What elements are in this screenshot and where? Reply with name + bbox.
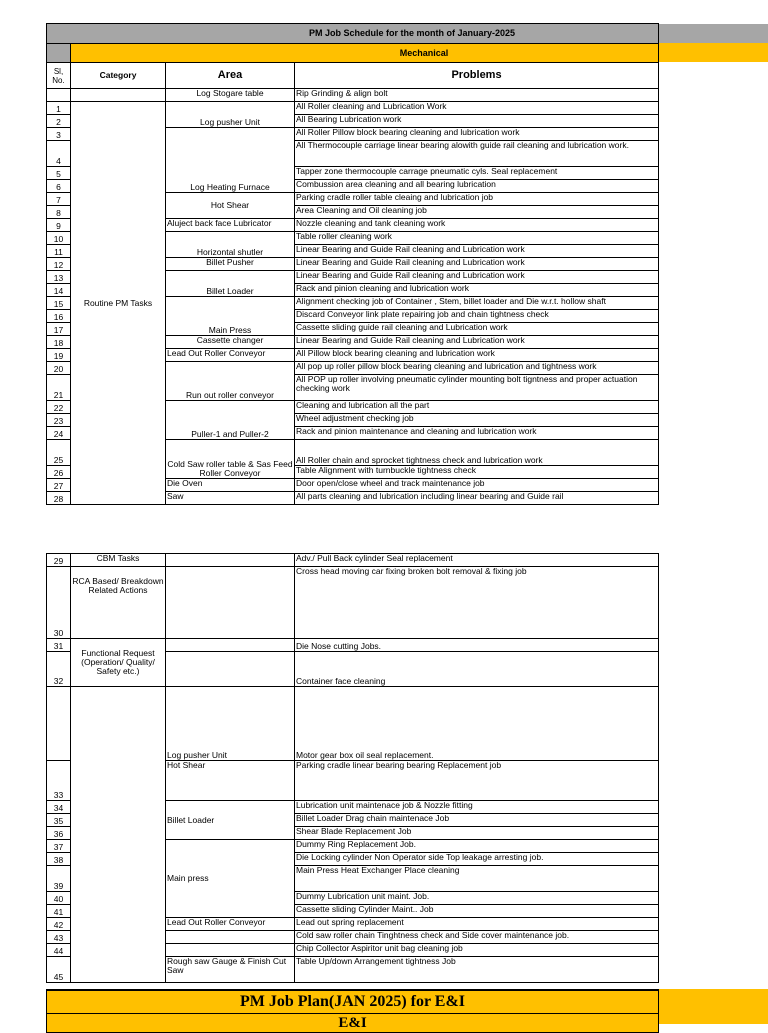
area-cell: Puller-1 and Puller-2 <box>166 401 295 440</box>
problem-cell: All Thermocouple carriage linear bearing alowith guide rail cleaning and lubrication work. <box>295 141 659 167</box>
sl-cell: 16 <box>47 310 71 323</box>
problem-cell: Dummy Ring Replacement Job. <box>295 840 659 853</box>
area-cell: Hot Shear <box>166 761 295 801</box>
problem-cell: Cold saw roller chain Tinghtness check and Side cover maintenance job. <box>295 931 659 944</box>
sl-cell: 26 <box>47 466 71 479</box>
ei-plan-title: PM Job Plan(JAN 2025) for E&I <box>47 990 659 1013</box>
sl-cell: 23 <box>47 414 71 427</box>
area-cell: Billet Pusher <box>166 258 295 271</box>
sl-cell: 9 <box>47 219 71 232</box>
ei-plan-subtitle: E&I <box>47 1013 659 1032</box>
area-cell: Horizontal shutler <box>166 232 295 258</box>
problem-cell: Dummy Lubrication unit maint. Job. <box>295 892 659 905</box>
area-cell: Cold Saw roller table & Sas Feed Roller Conveyor <box>166 440 295 479</box>
problem-cell: All Bearing Lubrication work <box>295 115 659 128</box>
section-title: Mechanical <box>71 44 659 63</box>
problem-cell: Lead out spring replacement <box>295 918 659 931</box>
problem-cell: Container face cleaning <box>295 652 659 687</box>
sl-cell: 10 <box>47 232 71 245</box>
sl-cell: 3 <box>47 128 71 141</box>
sl-cell: 25 <box>47 440 71 466</box>
sl-cell: 42 <box>47 918 71 931</box>
problem-cell: Linear Bearing and Guide Rail cleaning and Lubrication work <box>295 245 659 258</box>
sl-cell: 5 <box>47 167 71 180</box>
sl-cell: 32 <box>47 652 71 687</box>
sl-cell: 6 <box>47 180 71 193</box>
sl-cell: 41 <box>47 905 71 918</box>
sl-cell: 37 <box>47 840 71 853</box>
sl-cell: 21 <box>47 375 71 401</box>
problem-cell: Cross head moving car fixing broken bolt removal & fixing job <box>295 567 659 639</box>
problem-cell: Linear Bearing and Guide Rail cleaning and Lubrication work <box>295 271 659 284</box>
sl-cell: 33 <box>47 761 71 801</box>
sl-cell: 13 <box>47 271 71 284</box>
problem-cell: Door open/close wheel and track maintenance job <box>295 479 659 492</box>
problem-cell: Rack and pinion maintenance and cleaning and lubrication work <box>295 427 659 440</box>
problem-cell: Rip Grinding & align bolt <box>295 89 659 102</box>
area-cell: Billet Loader <box>166 801 295 840</box>
footer-band-extension <box>658 989 768 1024</box>
sl-cell: 38 <box>47 853 71 866</box>
sl-cell: 1 <box>47 102 71 115</box>
problem-cell: Tapper zone thermocouple carrage pneumatic cyls. Seal replacement <box>295 167 659 180</box>
schedule-title: PM Job Schedule for the month of January-2025 <box>47 24 659 44</box>
problem-cell: Shear Blade Replacement Job <box>295 827 659 840</box>
problem-cell: Area Cleaning and Oil cleaning job <box>295 206 659 219</box>
cbm-task-table <box>46 553 659 983</box>
sl-cell: 40 <box>47 892 71 905</box>
sl-cell: 18 <box>47 336 71 349</box>
sl-cell <box>47 687 71 761</box>
problem-cell: Discard Conveyor link plate repairing job and chain tightness check <box>295 310 659 323</box>
problem-cell: Cassette sliding guide rail cleaning and Lubrication work <box>295 323 659 336</box>
problem-cell: All parts cleaning and lubrication including linear bearing and Guide rail <box>295 492 659 505</box>
sl-cell: 34 <box>47 801 71 814</box>
problem-cell: All Roller chain and sprocket tightness check and lubrication work <box>295 440 659 466</box>
problem-cell: Cassette sliding Cylinder Maint.. Job <box>295 905 659 918</box>
sl-cell: 36 <box>47 827 71 840</box>
header-area: Area <box>166 63 295 89</box>
area-cell: Rough saw Gauge & Finish Cut Saw <box>166 957 295 983</box>
problem-cell: Lubrication unit maintenace job & Nozzle fitting <box>295 801 659 814</box>
problem-cell: Parking cradle linear bearing bearing Replacement job <box>295 761 659 801</box>
sl-cell: 43 <box>47 931 71 944</box>
category-rca: RCA Based/ Breakdown Related Actions <box>71 567 166 639</box>
problem-cell: Billet Loader Drag chain maintenace Job <box>295 814 659 827</box>
section-band-extension <box>658 43 768 62</box>
area-cell: Log pusher Unit <box>166 102 295 128</box>
problem-cell: Table Up/down Arrangement tightness Job <box>295 957 659 983</box>
area-cell: Saw <box>166 492 295 505</box>
sl-cell: 24 <box>47 427 71 440</box>
sl-cell: 7 <box>47 193 71 206</box>
problem-cell: All Roller Pillow block bearing cleaning and lubrication work <box>295 128 659 141</box>
sl-cell: 14 <box>47 284 71 297</box>
sl-cell: 19 <box>47 349 71 362</box>
problem-cell: Combussion area cleaning and all bearing lubrication <box>295 180 659 193</box>
problem-cell: Table Alignment with turnbuckle tightness check <box>295 466 659 479</box>
sl-cell: 31 <box>47 639 71 652</box>
problem-cell: All POP up roller involving pneumatic cylinder mounting bolt tigntness and proper actuation checking work <box>295 375 659 401</box>
pm-schedule-table <box>46 23 659 505</box>
problem-cell: Linear Bearing and Guide Rail cleaning and Lubrication work <box>295 258 659 271</box>
problem-cell: Die Nose cutting Jobs. <box>295 639 659 652</box>
area-cell: Log Stogare table <box>166 89 295 102</box>
sl-cell: 29 <box>47 554 71 567</box>
sl-cell: 22 <box>47 401 71 414</box>
problem-cell: Motor gear box oil seal replacement. <box>295 687 659 761</box>
problem-cell: Table roller cleaning work <box>295 232 659 245</box>
problem-cell: All Pillow block bearing cleaning and lubrication work <box>295 349 659 362</box>
problem-cell: Wheel adjustment checking job <box>295 414 659 427</box>
header-sl: Sl, No. <box>47 63 71 89</box>
problem-cell: Parking cradle roller table cleaing and lubrication job <box>295 193 659 206</box>
sl-cell: 27 <box>47 479 71 492</box>
sl-cell: 12 <box>47 258 71 271</box>
problem-cell: Rack and pinion cleaning and lubrication work <box>295 284 659 297</box>
area-cell: Log Heating Furnace <box>166 128 295 193</box>
sl-cell: 20 <box>47 362 71 375</box>
problem-cell: Linear Bearing and Guide Rail cleaning and Lubrication work <box>295 336 659 349</box>
area-cell: Lead Out Roller Conveyor <box>166 349 295 362</box>
sl-cell: 35 <box>47 814 71 827</box>
area-cell: Die Oven <box>166 479 295 492</box>
problem-cell: All pop up roller pillow block bearing cleaning and lubrication and tightness work <box>295 362 659 375</box>
area-cell: Hot Shear <box>166 193 295 219</box>
problem-cell: Nozzle cleaning and tank cleaning work <box>295 219 659 232</box>
problem-cell: All Roller cleaning and Lubrication Work <box>295 102 659 115</box>
area-cell: Log pusher Unit <box>166 687 295 761</box>
sl-cell: 30 <box>47 567 71 639</box>
category-cbm: CBM Tasks <box>71 554 166 567</box>
problem-cell: Alignment checking job of Container , Stem, billet loader and Die w.r.t. hollow shaft <box>295 297 659 310</box>
header-problems: Problems <box>295 63 659 89</box>
sl-cell: 2 <box>47 115 71 128</box>
sl-cell: 39 <box>47 866 71 892</box>
sl-cell: 17 <box>47 323 71 336</box>
sl-cell: 15 <box>47 297 71 310</box>
category-routine: Routine PM Tasks <box>71 102 166 505</box>
area-cell: Aluject back face Lubricator <box>166 219 295 232</box>
sl-cell: 28 <box>47 492 71 505</box>
ei-plan-header <box>46 989 659 1033</box>
area-cell: Main press <box>166 840 295 918</box>
area-cell: Billet Loader <box>166 271 295 297</box>
problem-cell: Main Press Heat Exchanger Place cleaning <box>295 866 659 892</box>
title-band-extension <box>658 24 768 43</box>
sl-cell: 11 <box>47 245 71 258</box>
category-functional: Functional Request (Operation/ Quality/ Safety etc.) <box>71 639 166 687</box>
header-category: Category <box>71 63 166 89</box>
problem-cell: Die Locking cylinder Non Operator side Top leakage arresting job. <box>295 853 659 866</box>
sl-cell: 4 <box>47 141 71 167</box>
sl-cell: 44 <box>47 944 71 957</box>
area-cell: Cassette changer <box>166 336 295 349</box>
problem-cell: Cleaning and lubrication all the part <box>295 401 659 414</box>
problem-cell: Adv./ Pull Back cylinder Seal replacement <box>295 554 659 567</box>
area-cell: Run out roller conveyor <box>166 362 295 401</box>
sl-cell: 45 <box>47 957 71 983</box>
area-cell: Lead Out Roller Conveyor <box>166 918 295 931</box>
problem-cell: Chip Collector Aspiritor unit bag cleaning job <box>295 944 659 957</box>
sl-cell: 8 <box>47 206 71 219</box>
area-cell: Main Press <box>166 297 295 336</box>
